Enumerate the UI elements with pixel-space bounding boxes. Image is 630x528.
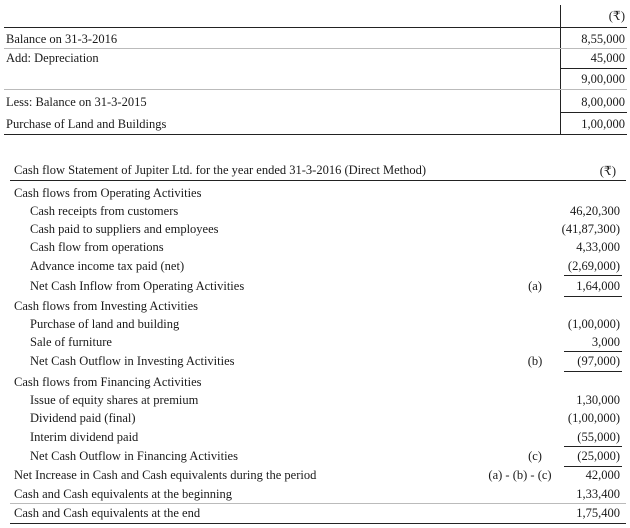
statement-row-label: Net Cash Inflow from Operating Activities xyxy=(30,279,245,293)
statement-row-label: Net Increase in Cash and Cash equivalents during the period xyxy=(14,468,317,482)
subtotal-rule xyxy=(564,275,622,276)
total-rule xyxy=(564,371,622,372)
total-rule xyxy=(564,466,622,467)
statement-row-amount: 46,20,300 xyxy=(570,204,620,218)
statement-row-ref: (c) xyxy=(528,449,542,463)
statement-row-label: Cash receipts from customers xyxy=(30,204,179,218)
subtotal-rule xyxy=(560,112,627,113)
section-heading-financing: Cash flows from Financing Activities xyxy=(14,375,202,389)
statement-bottom-rule xyxy=(10,523,626,524)
statement-row-amount: 1,30,000 xyxy=(576,393,620,407)
top-row-label: Balance on 31-3-2016 xyxy=(6,32,118,46)
statement-row-amount: 1,75,400 xyxy=(576,506,620,520)
statement-row-ref: (a) xyxy=(528,279,542,293)
statement-row-amount: (41,87,300) xyxy=(561,222,620,236)
top-row-label: Add: Depreciation xyxy=(6,51,99,65)
statement-currency-header: (₹) xyxy=(599,164,616,178)
top-row-amount: 9,00,000 xyxy=(581,72,625,86)
top-row-label: Purchase of Land and Buildings xyxy=(6,117,167,131)
statement-row-amount: (97,000) xyxy=(577,354,620,368)
statement-row-label: Net Cash Outflow in Investing Activities xyxy=(30,354,235,368)
top-row-amount: 8,55,000 xyxy=(581,32,625,46)
statement-row-amount: 4,33,000 xyxy=(576,240,620,254)
statement-row-label: Cash and Cash equivalents at the beginning xyxy=(14,487,233,501)
statement-title: Cash flow Statement of Jupiter Ltd. for the year ended 31-3-2016 (Direct Method) xyxy=(14,163,427,177)
statement-row-amount: 1,64,000 xyxy=(576,279,620,293)
statement-row-ref: (b) xyxy=(527,354,543,368)
statement-row-label: Cash paid to suppliers and employees xyxy=(30,222,219,236)
top-row-amount: 45,000 xyxy=(590,51,625,65)
top-row-label: Less: Balance on 31-3-2015 xyxy=(6,95,147,109)
statement-row-label: Cash and Cash equivalents at the end xyxy=(14,506,201,520)
statement-row-label: Issue of equity shares at premium xyxy=(30,393,199,407)
total-rule xyxy=(564,296,622,297)
row-divider xyxy=(4,48,627,49)
section-heading-investing: Cash flows from Investing Activities xyxy=(14,299,199,313)
statement-header-rule xyxy=(10,180,626,181)
top-currency-header: (₹) xyxy=(608,9,625,23)
statement-row-amount: (1,00,000) xyxy=(567,411,620,425)
subtotal-rule xyxy=(560,68,627,69)
top-column-divider xyxy=(560,5,561,135)
statement-row-label: Advance income tax paid (net) xyxy=(30,259,185,273)
statement-row-amount: (25,000) xyxy=(577,449,620,463)
top-bottom-rule xyxy=(4,134,627,135)
statement-row-ref: (a) - (b) - (c) xyxy=(488,468,552,482)
statement-row-label: Interim dividend paid xyxy=(30,430,139,444)
statement-row-amount: 42,000 xyxy=(585,468,620,482)
statement-row-label: Sale of furniture xyxy=(30,335,112,349)
subtotal-rule xyxy=(564,446,622,447)
statement-row-label: Cash flow from operations xyxy=(30,240,164,254)
top-row-amount: 8,00,000 xyxy=(581,95,625,109)
statement-row-label: Dividend paid (final) xyxy=(30,411,136,425)
row-divider xyxy=(4,89,627,90)
section-heading-operating: Cash flows from Operating Activities xyxy=(14,186,202,200)
subtotal-rule xyxy=(564,351,622,352)
statement-row-amount: (55,000) xyxy=(577,430,620,444)
row-divider xyxy=(10,503,626,504)
statement-row-amount: (1,00,000) xyxy=(567,317,620,331)
statement-row-label: Purchase of land and building xyxy=(30,317,180,331)
statement-row-amount: 1,33,400 xyxy=(576,487,620,501)
statement-row-label: Net Cash Outflow in Financing Activities xyxy=(30,449,238,463)
top-rule xyxy=(4,27,627,28)
statement-row-amount: 3,000 xyxy=(591,335,620,349)
statement-row-amount: (2,69,000) xyxy=(567,259,620,273)
top-row-amount: 1,00,000 xyxy=(581,117,625,131)
